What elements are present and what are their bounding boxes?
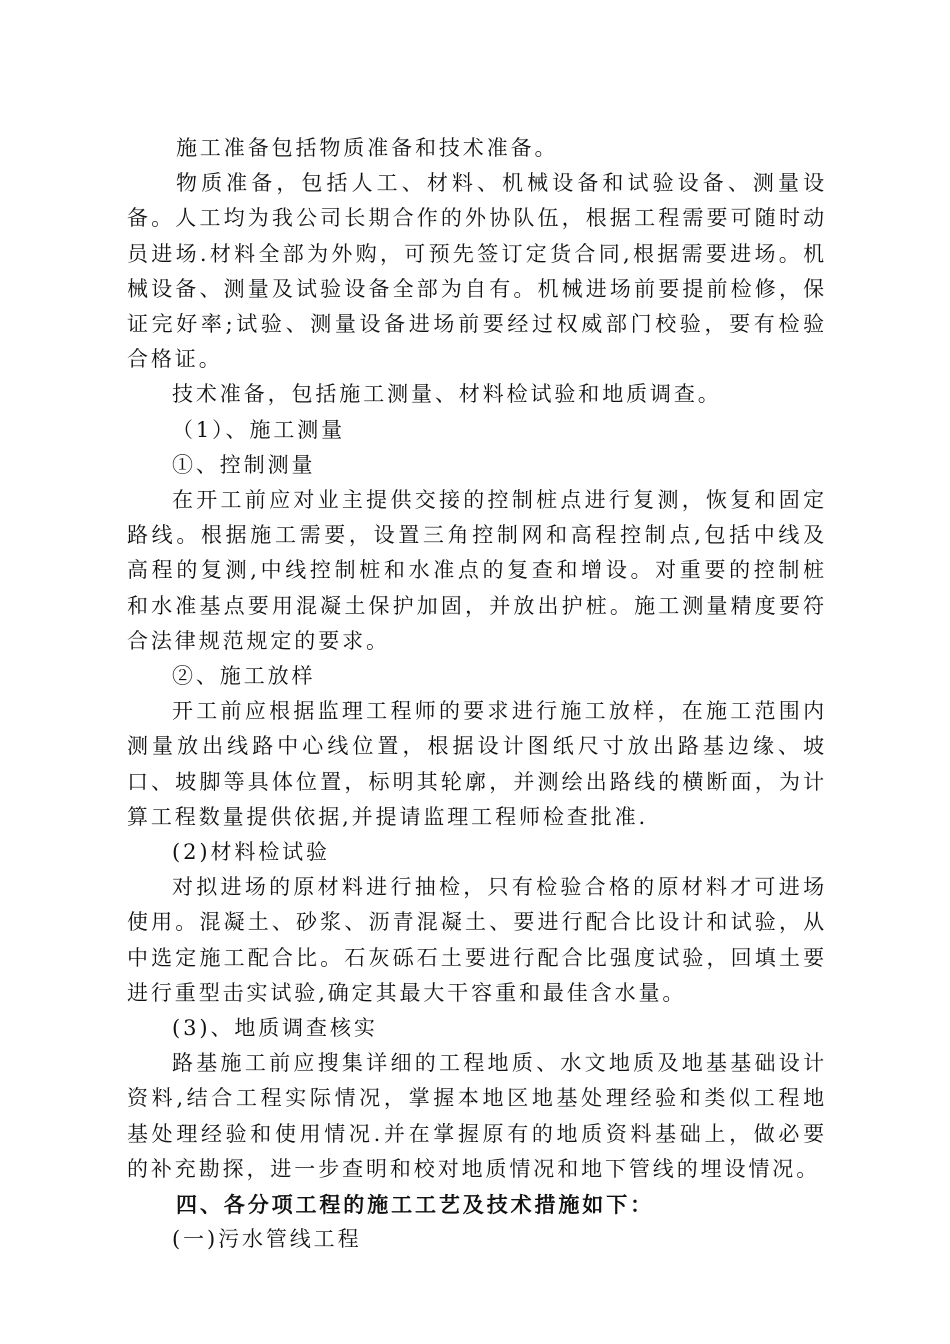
paragraph-technical-prep: 技术准备，包括施工测量、材料检试验和地质调查。 [172, 382, 722, 407]
paragraph-geological-survey: 路基施工前应搜集详细的工程地质、水文地质及地基基础设计资料,结合工程实际情况，掌握本地区地基处理经验和类似工程地基处理经验和使用情况.并在掌握原有的地质资料基础上，做必要的补充勘探，进一步查明和校对地质情况和地下管线的埋设情况。 [127, 1051, 827, 1181]
paragraph-intro: 施工准备包括物质准备和技术准备。 [176, 136, 559, 160]
heading-geological-survey: (3)、地质调查核实 [172, 1016, 378, 1041]
paragraph-control-survey: 在开工前应对业主提供交接的控制桩点进行复测，恢复和固定路线。根据施工需要，设置三角控制网和高程控制点,包括中线及高程的复测,中线控制桩和水准点的复查和增设。对重要的控制桩和水准基点要用混凝土保护加固，并放出护桩。施工测量精度要符合法律规范规定的要求。 [127, 488, 827, 653]
document-page [127, 131, 827, 1258]
heading-sewage-pipeline: (一)污水管线工程 [172, 1227, 362, 1252]
heading-construction-survey: （1）、施工测量 [172, 417, 346, 442]
heading-setting-out: ②、施工放样 [172, 664, 316, 689]
paragraph-setting-out: 开工前应根据监理工程师的要求进行施工放样，在施工范围内测量放出线路中心线位置，根据设计图纸尺寸放出路基边缘、坡口、坡脚等具体位置，标明其轮廓，并测绘出路线的横断面，为计算工程数量提供依据,并提请监理工程师检查批准. [127, 699, 827, 829]
paragraph-material-prep: 物质准备，包括人工、材料、机械设备和试验设备、测量设备。人工均为我公司长期合作的外协队伍，根据工程需要可随时动员进场.材料全部为外购，可预先签订定货合同,根据需要进场。机械设备、测量及试验设备全部为自有。机械进场前要提前检修，保证完好率;试验、测量设备进场前要经过权威部门校验，要有检验合格证。 [127, 171, 827, 372]
heading-material-testing: (2)材料检试验 [172, 840, 330, 865]
heading-control-survey: ①、控制测量 [172, 452, 316, 477]
paragraph-material-testing: 对拟进场的原材料进行抽检，只有检验合格的原材料才可进场使用。混凝土、砂浆、沥青混凝土、要进行配合比设计和试验，从中选定施工配合比。石灰砾石土要进行配合比强度试验，回填土要进行重型击实试验,确定其最大干容重和最佳含水量。 [127, 875, 827, 1005]
section-heading-four: 四、各分项工程的施工工艺及技术措施如下： [176, 1192, 654, 1218]
